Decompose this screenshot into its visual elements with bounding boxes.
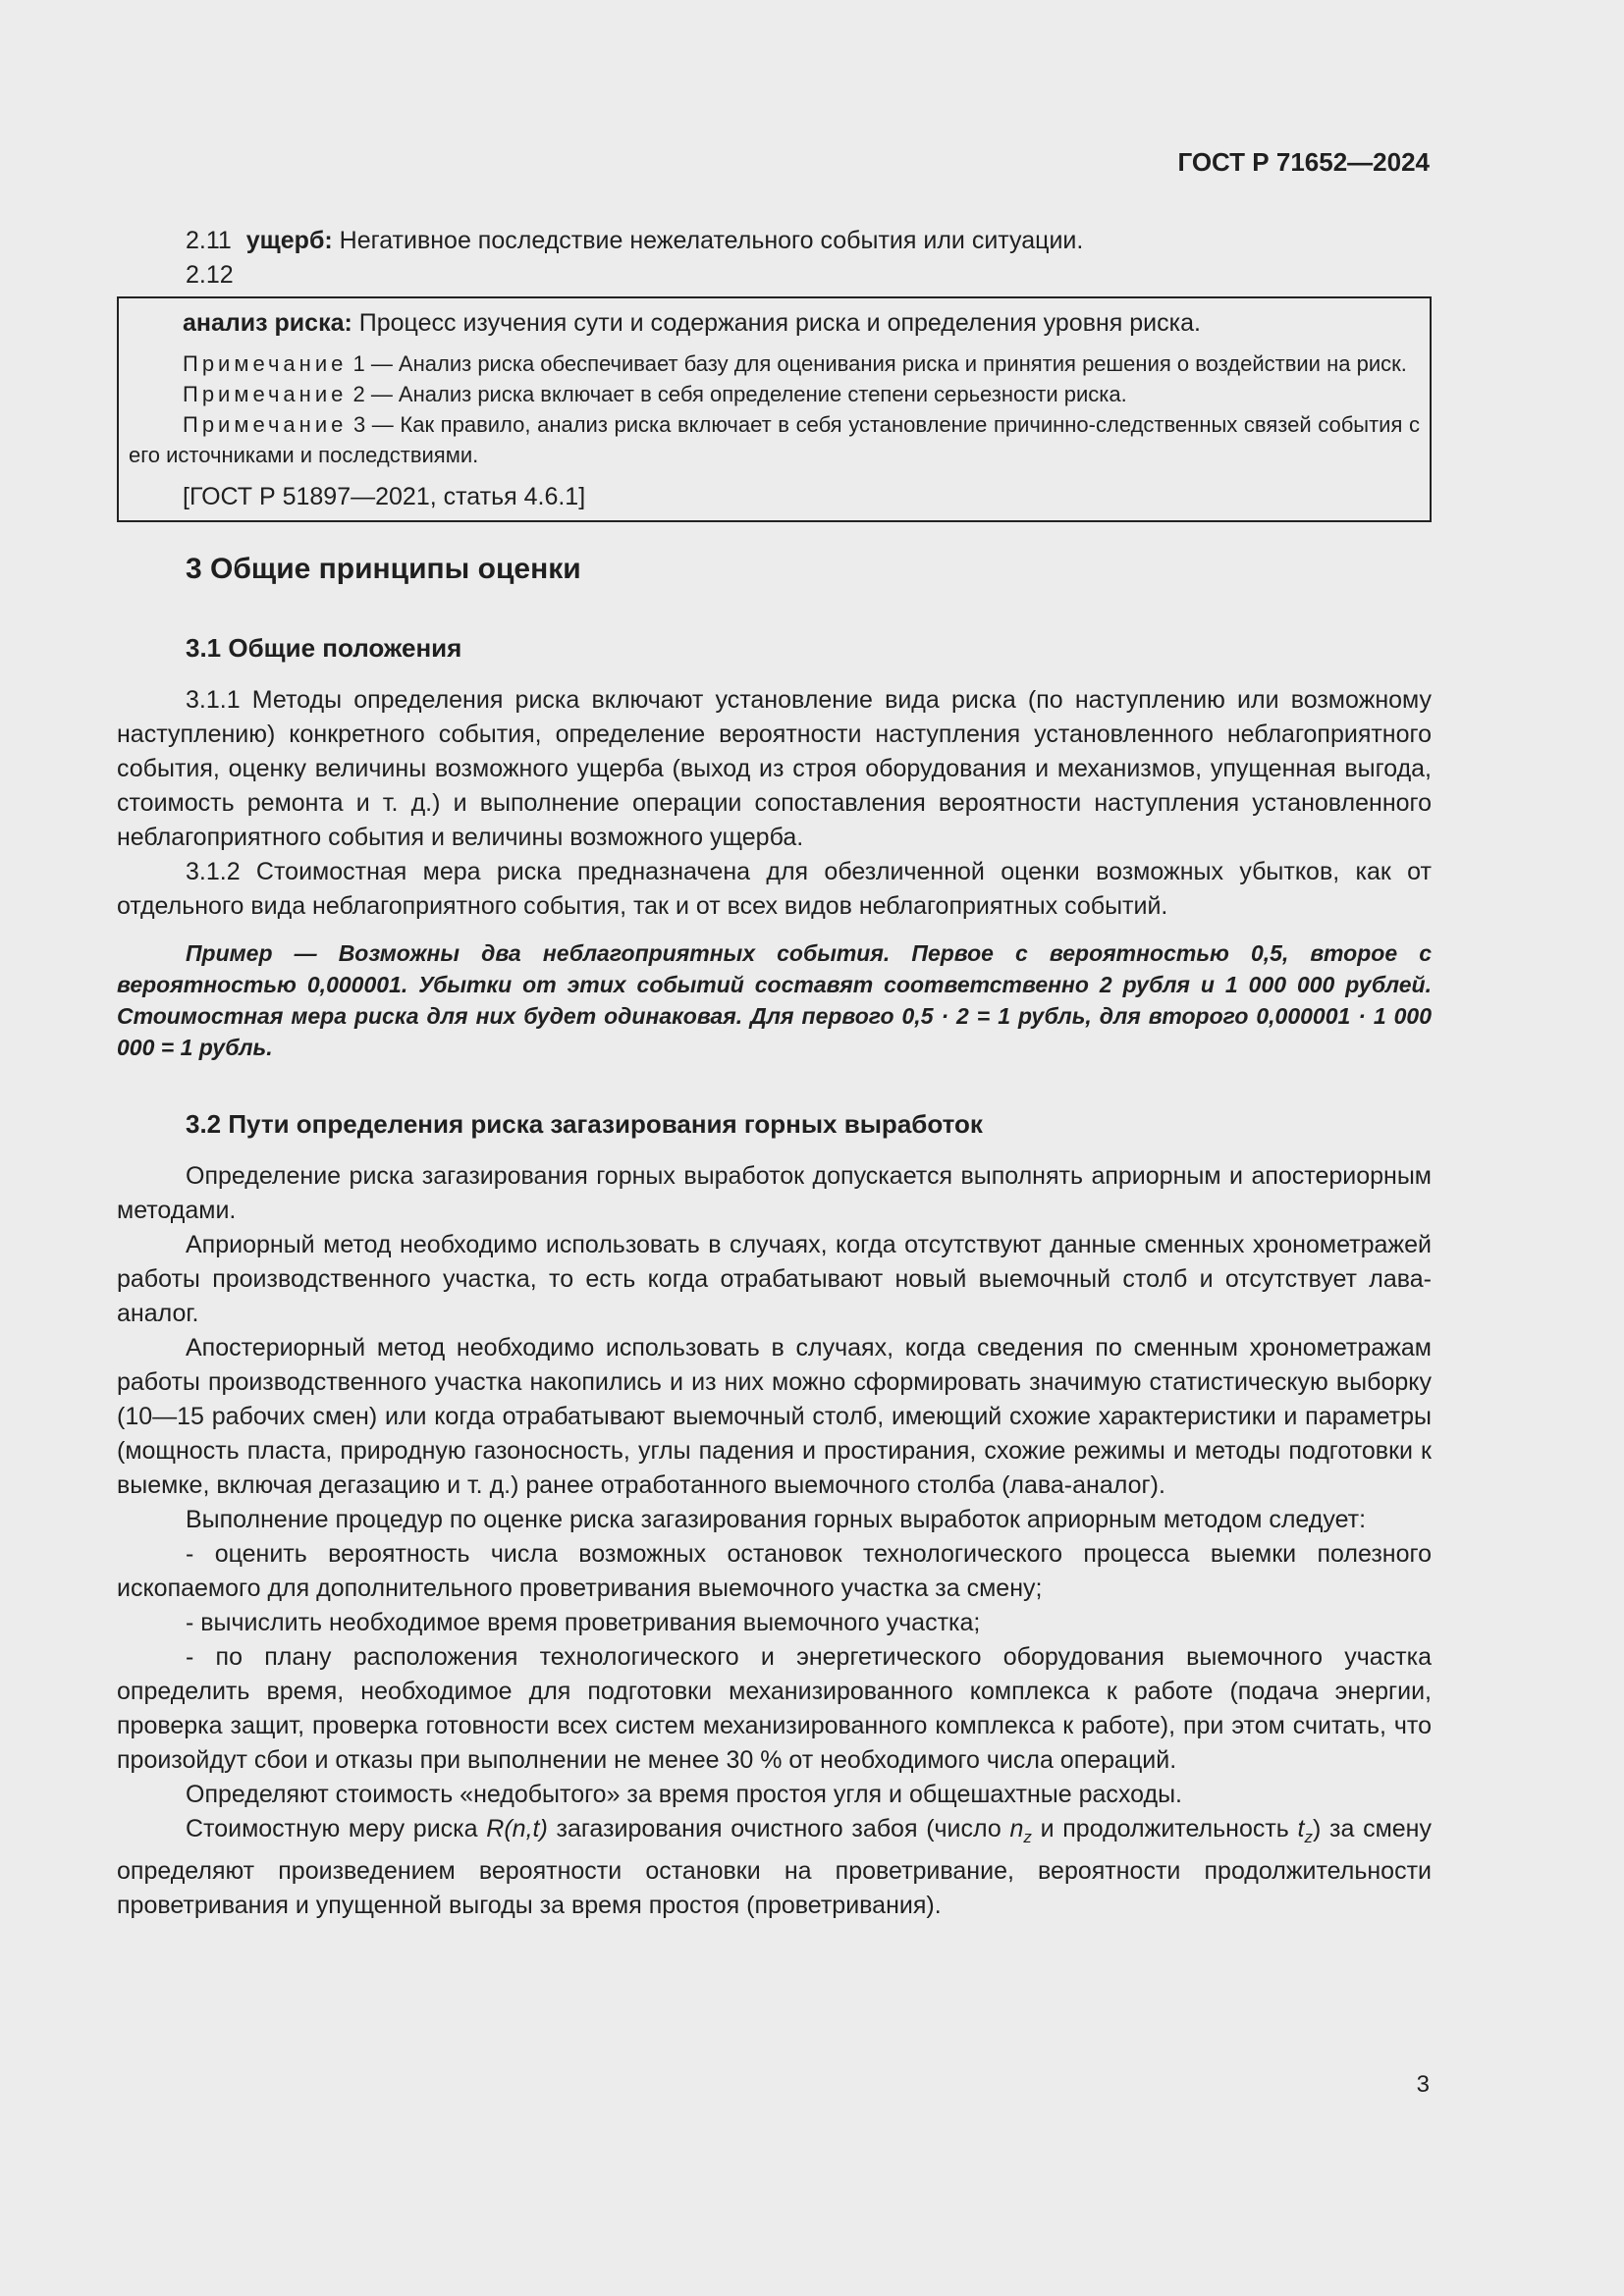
note-text: 1 — Анализ риска обеспечивает базу для оценивания риска и принятия решения о воздействии на риск. xyxy=(352,351,1407,376)
text-run: и продолжительность xyxy=(1040,1815,1289,1842)
example-paragraph: Пример — Возможны два неблагоприятных события. Первое с вероятностью 0,5, второе с вероятностью 0,000001. Убытки от этих событий составят соответственно 2 рубля и 1 000 000 рублей. Стоимостная мера риска для них будет одинаковая. Для первого 0,5 · 2 = 1 рубль, для второго 0,000001 · 1 000 000 = 1 рубль. xyxy=(117,940,1432,1060)
section-3-2-title: 3.2 Пути определения риска загазирования горных выработок xyxy=(186,1109,983,1139)
variable-n: n xyxy=(1009,1815,1024,1842)
term-definition: Процесс изучения сути и содержания риска и определения уровня риска. xyxy=(358,309,1201,337)
text-run: Стоимостную меру риска xyxy=(186,1815,478,1842)
note-word: Примечание xyxy=(183,351,348,376)
list-item: - вычислить необходимое время проветривания выемочного участка; xyxy=(186,1609,981,1636)
paragraph: Определение риска загазирования горных выработок допускается выполнять априорным и апостериорным методами. xyxy=(117,1162,1432,1224)
note-2 xyxy=(129,379,1420,409)
paragraph: Апостериорный метод необходимо использовать в случаях, когда сведения по сменным хронометражам работы производственного участка накопились и из них можно сформировать значимую статистическую выборку (10—15 рабочих смен) или когда отрабатывают выемочный столб, имеющий схожие характеристики и параметры (мощность пласта, природную газоносность, углы падения и простирания, схожие режимы и методы подготовки к выемке, включая дегазацию и т. д.) ранее отработанного выемочного столба (лава-аналог). xyxy=(117,1334,1432,1499)
term-2-12-number xyxy=(117,258,1432,293)
note-3 xyxy=(129,409,1420,470)
paragraph-3-1-2: 3.1.2 Стоимостная мера риска предназначена для обезличенной оценки возможных убытков, как от отдельного вида неблагоприятного события, так и от всех видов неблагоприятных событий. xyxy=(117,858,1432,920)
term-title: ущерб: xyxy=(245,227,333,254)
term-number: 2.12 xyxy=(186,261,234,289)
list-item: - по плану расположения технологического и энергетического оборудования выемочного участка определить время, необходимое для подготовки механизированного комплекса к работе (подача энергии, проверка защит, проверка готовности всех систем механизированного комплекса к работе), при этом считать, что произойдут сбои и отказы при выполнении не менее 30 % от необходимого числа операций. xyxy=(117,1643,1432,1774)
note-word: Примечание xyxy=(183,412,348,437)
section-3-1-title: 3.1 Общие положения xyxy=(186,633,462,663)
term-2-12-box xyxy=(117,296,1432,522)
note-text: 2 — Анализ риска включает в себя определение степени серьезности риска. xyxy=(352,382,1127,406)
term-source-reference: [ГОСТ Р 51897—2021, статья 4.6.1] xyxy=(183,483,586,510)
term-title: анализ риска: xyxy=(183,309,352,337)
paragraph: Априорный метод необходимо использовать в случаях, когда отсутствуют данные сменных хронометражей работы производственного участка, то есть когда отрабатывают новый выемочный столб и отсутствует лава-аналог. xyxy=(117,1231,1432,1327)
paragraph: Выполнение процедур по оценке риска загазирования горных выработок априорным методом следует: xyxy=(186,1506,1367,1533)
paragraph: Определяют стоимость «недобытого» за время простоя угля и общешахтные расходы. xyxy=(186,1781,1182,1808)
page-number: 3 xyxy=(1416,2071,1430,2098)
term-2-11 xyxy=(117,224,1432,258)
note-text: 3 — Как правило, анализ риска включает в себя установление причинно-следственных связей события с его источниками и последствиями. xyxy=(129,412,1420,467)
subscript-z: z xyxy=(1023,1828,1032,1846)
variable-t: t xyxy=(1297,1815,1305,1842)
term-number: 2.11 xyxy=(186,227,232,254)
text-run: загазирования очистного забоя (число xyxy=(556,1815,1001,1842)
term-2-12-definition xyxy=(129,306,1420,341)
formula-r: R(n,t) xyxy=(486,1815,548,1842)
list-item: - оценить вероятность числа возможных остановок технологического процесса выемки полезного ископаемого для дополнительного проветривания выемочного участка за смену; xyxy=(117,1540,1432,1602)
subscript-z: z xyxy=(1304,1828,1313,1846)
term-definition: Негативное последствие нежелательного события или ситуации. xyxy=(339,227,1084,254)
section-3-title: 3 Общие принципы оценки xyxy=(186,553,581,585)
page-content xyxy=(117,224,1432,1923)
paragraph-3-1-1: 3.1.1 Методы определения риска включают установление вида риска (по наступлению или возможному наступлению) конкретного события, определение вероятности наступления установленного неблагоприятного события, оценку величины возможного ущерба (выход из строя оборудования и механизмов, упущенная выгода, стоимость ремонта и т. д.) и выполнение операции сопоставления вероятности наступления установленного неблагоприятного события и величины возможного ущерба. xyxy=(117,686,1432,851)
note-word: Примечание xyxy=(183,382,348,406)
page-header-standard: ГОСТ Р 71652—2024 xyxy=(1177,147,1430,177)
note-1 xyxy=(129,348,1420,379)
paragraph-risk-measure xyxy=(117,1812,1432,1923)
text-run: ) за смену определяют произведением вероятности остановки на проветривание, вероятности продолжительности проветривания и упущенной выгоды за время простоя (проветривания). xyxy=(117,1815,1432,1919)
